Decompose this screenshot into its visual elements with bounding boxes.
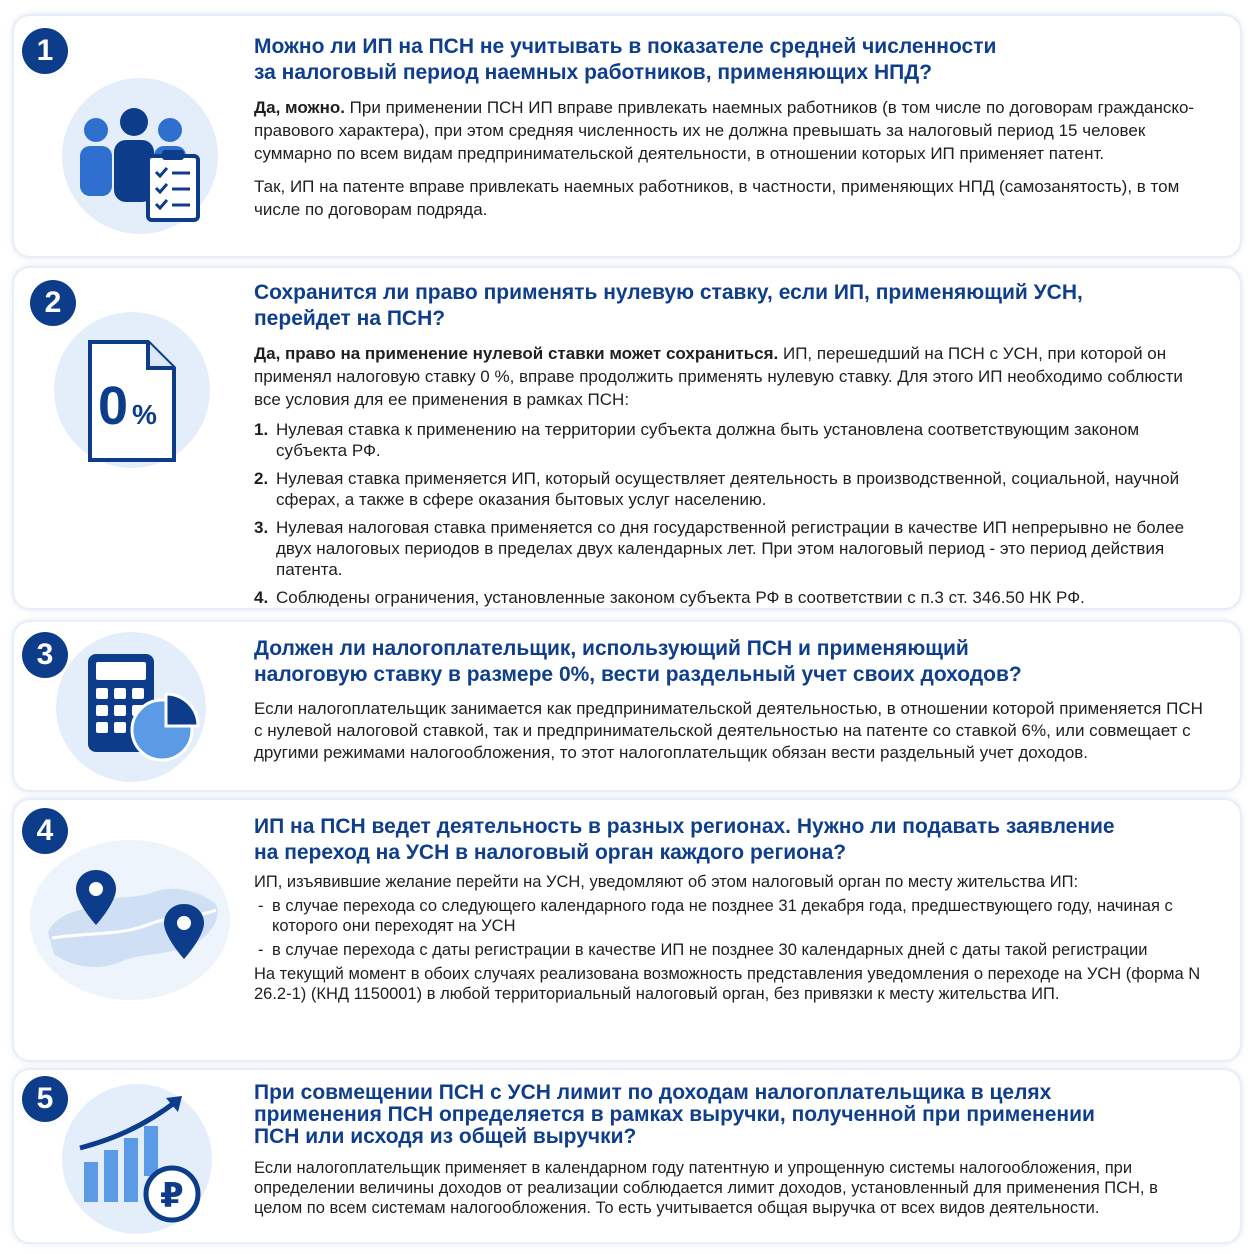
question-title: ИП на ПСН ведет деятельность в разных регионах. Нужно ли подавать заявление на переход на УСН в налоговый орган каждого региона? bbox=[254, 815, 1115, 864]
answer-outro: На текущий момент в обоих случаях реализована возможность представления уведомления о переходе на УСН (форма N 26.2-1) (КНД 1150001) в любой территориальный налоговый орган, без привязки к месту жительства ИП. bbox=[254, 965, 1201, 1003]
list-item: 4. Соблюдены ограничения, установленные законом субъекта РФ в соответствии с п.3 ст. 346.50 НК РФ. bbox=[254, 588, 1085, 607]
zero-percent-document-icon bbox=[54, 312, 210, 468]
list-item: - в случае перехода с даты регистрации в качестве ИП не позднее 30 календарных дней с даты такой регистрации bbox=[258, 941, 1148, 959]
calculator-pie-chart-icon bbox=[56, 632, 206, 782]
number-badge: 5 bbox=[22, 1076, 68, 1122]
svg-text:0: 0 bbox=[98, 376, 129, 436]
faq-card-3 bbox=[12, 620, 1242, 792]
svg-text:%: % bbox=[132, 399, 157, 430]
answer-paragraph: Если налогоплательщик занимается как предпринимательской деятельностью, в отношении которой применяется ПСН с нулевой налоговой ставкой, так и предпринимательской деятельностью на патенте со ставкой 6%, или совмещает с другими режимами налогообложения, то этот налогоплательщик обязан вести раздельный учет доходов. bbox=[254, 699, 1203, 762]
answer-lead: Да, можно. bbox=[254, 98, 345, 117]
question-title: Можно ли ИП на ПСН не учитывать в показателе средней численности за налоговый период наемных работников, применяющих НПД? bbox=[254, 35, 997, 84]
svg-text:₽: ₽ bbox=[160, 1176, 184, 1216]
number-badge: 2 bbox=[30, 280, 76, 326]
question-title: При совмещении ПСН с УСН лимит по доходам налогоплательщика в целях применения ПСН определяется в рамках выручки, полученной при применении ПСН или исходя из общей выручки? bbox=[254, 1081, 1095, 1148]
conditions-list bbox=[254, 419, 1210, 608]
answer-paragraph: Если налогоплательщик применяет в календарном году патентную и упрощенную системы налогообложения, при определении величины доходов от реализации соблюдается лимит доходов, установленный для применения ПСН, в целом по всем системам налогообложения. То есть учитывается общая выручка от всех видов деятельности. bbox=[254, 1159, 1158, 1217]
faq-card-5 bbox=[12, 1068, 1242, 1244]
faq-card-4 bbox=[12, 798, 1242, 1062]
faq-card-2 bbox=[12, 266, 1242, 610]
number-badge: 4 bbox=[22, 808, 68, 854]
answer-lead: Да, право на применение нулевой ставки может сохраниться. bbox=[254, 344, 779, 363]
list-item: 3. Нулевая налоговая ставка применяется со дня государственной регистрации в качестве ИП непрерывно не более двух налоговых периодов в пределах двух календарных лет. При этом налоговый период - это период действия патента. bbox=[254, 518, 1185, 579]
number-badge: 3 bbox=[22, 632, 68, 678]
deadline-list bbox=[254, 896, 1210, 960]
faq-card-1 bbox=[12, 14, 1242, 258]
russia-map-pins-icon bbox=[30, 840, 230, 1000]
people-checklist-icon bbox=[62, 78, 218, 234]
answer-paragraph: Да, можно. При применении ПСН ИП вправе привлекать наемных работников (в том числе по договорам гражданско-правового характера), при этом средняя численность их не должна превышать за налоговый период 15 человек суммарно по всем видам предпринимательской деятельности, в отношении которых ИП применяет патент. bbox=[254, 98, 1195, 163]
list-item: - в случае перехода со следующего календарного года не позднее 31 декабря года, предшествующего году, начиная с которого они переходят на УСН bbox=[258, 897, 1173, 935]
answer-intro: ИП, изъявившие желание перейти на УСН, уведомляют об этом налоговый орган по месту жительства ИП: bbox=[254, 873, 1079, 891]
growth-chart-ruble-icon bbox=[62, 1084, 212, 1234]
answer-paragraph-2: Так, ИП на патенте вправе привлекать наемных работников, в частности, применяющих НПД (самозанятость), в том числе по договорам подряда. bbox=[254, 177, 1180, 219]
number-badge: 1 bbox=[22, 28, 68, 74]
question-title: Сохранится ли право применять нулевую ставку, если ИП, применяющий УСН, перейдет на ПСН? bbox=[254, 281, 1083, 330]
list-item: 2. Нулевая ставка применяется ИП, который осуществляет деятельность в производственной, социальной, научной сферах, а также в сфере оказания бытовых услуг населению. bbox=[254, 469, 1180, 509]
question-title: Должен ли налогоплательщик, использующий ПСН и применяющий налоговую ставку в размере 0%, вести раздельный учет своих доходов? bbox=[254, 637, 1022, 686]
answer-paragraph: Да, право на применение нулевой ставки может сохраниться. ИП, перешедший на ПСН с УСН, при которой он применял налоговую ставку 0 %, вправе продолжить применять нулевую ставку. Для этого ИП необходимо соблюсти все условия для ее применения в рамках ПСН: bbox=[254, 344, 1183, 409]
list-item: 1. Нулевая ставка к применению на территории субъекта должна быть установлена соответствующим законом субъекта РФ. bbox=[254, 420, 1140, 460]
